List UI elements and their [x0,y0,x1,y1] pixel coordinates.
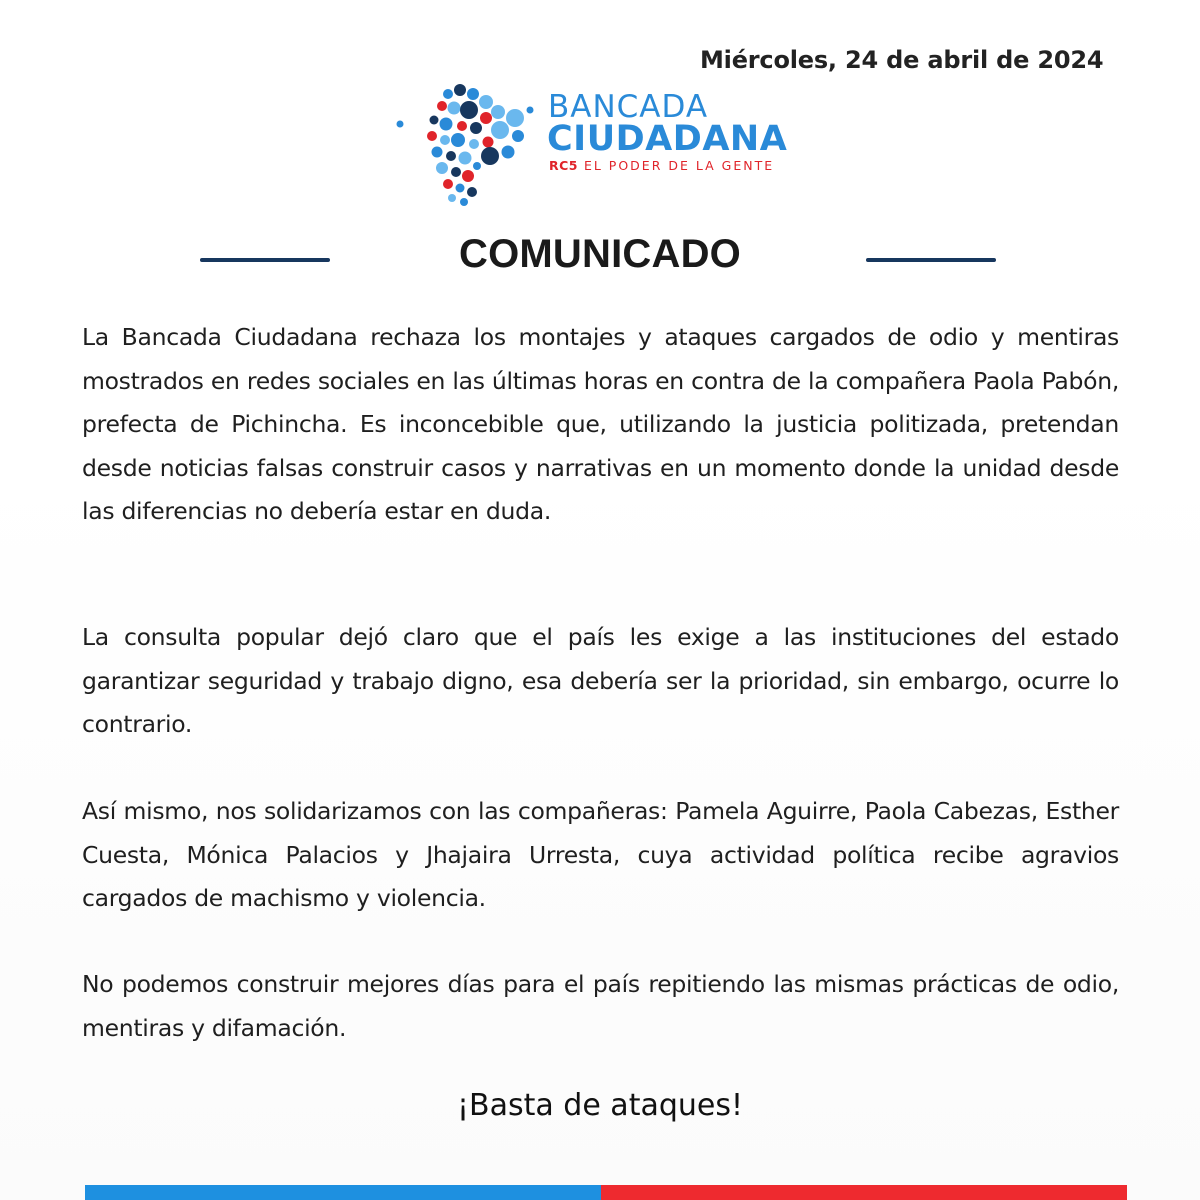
bancada-ciudadana-logo [390,80,830,220]
paragraph-1: La Bancada Ciudadana rechaza los montajes y ataques cargados de odio y mentiras mostrados en redes sociales en las últimas horas en contra de la compañera Paola Pabón, prefecta de Pichincha. Es inconcebible que, utilizando la justicia politizada, pretendan desde noticias falsas construir casos y narrativas en un momento donde la unidad desde las diferencias no debería estar en duda. [82,323,1119,525]
closing-slogan: ¡Basta de ataques! [456,1088,744,1123]
logo-word-ciudadana: CIUDADANA [547,119,788,159]
paragraph-4: No podemos construir mejores días para el país repitiendo las mismas prácticas de odio, mentiras y difamación. [82,970,1119,1042]
paragraph-2: La consulta popular dejó claro que el país les exige a las instituciones del estado garantizar seguridad y trabajo digno, esa debería ser la prioridad, sin embargo, ocurre lo contrario. [82,623,1119,738]
logo-tagline [549,160,774,173]
title-rule-right [866,258,996,262]
footer-bar-red [601,1185,1127,1200]
logo-tag-text: EL PODER DE LA GENTE [578,158,775,173]
page-title: COMUNICADO [459,232,741,276]
logo-word-bancada: BANCADA [548,89,709,125]
logo-tag-rc5: RC5 [549,158,578,173]
logo-bubbles-icon [390,80,540,220]
paragraph-3: Así mismo, nos solidarizamos con las compañeras: Pamela Aguirre, Paola Cabezas, Esther Cuesta, Mónica Palacios y Jhajaira Urresta, cuya actividad política recibe agravios cargados de machismo y violencia. [82,797,1119,912]
date-label: Miércoles, 24 de abril de 2024 [700,46,1104,74]
footer-bar-blue [85,1185,601,1200]
